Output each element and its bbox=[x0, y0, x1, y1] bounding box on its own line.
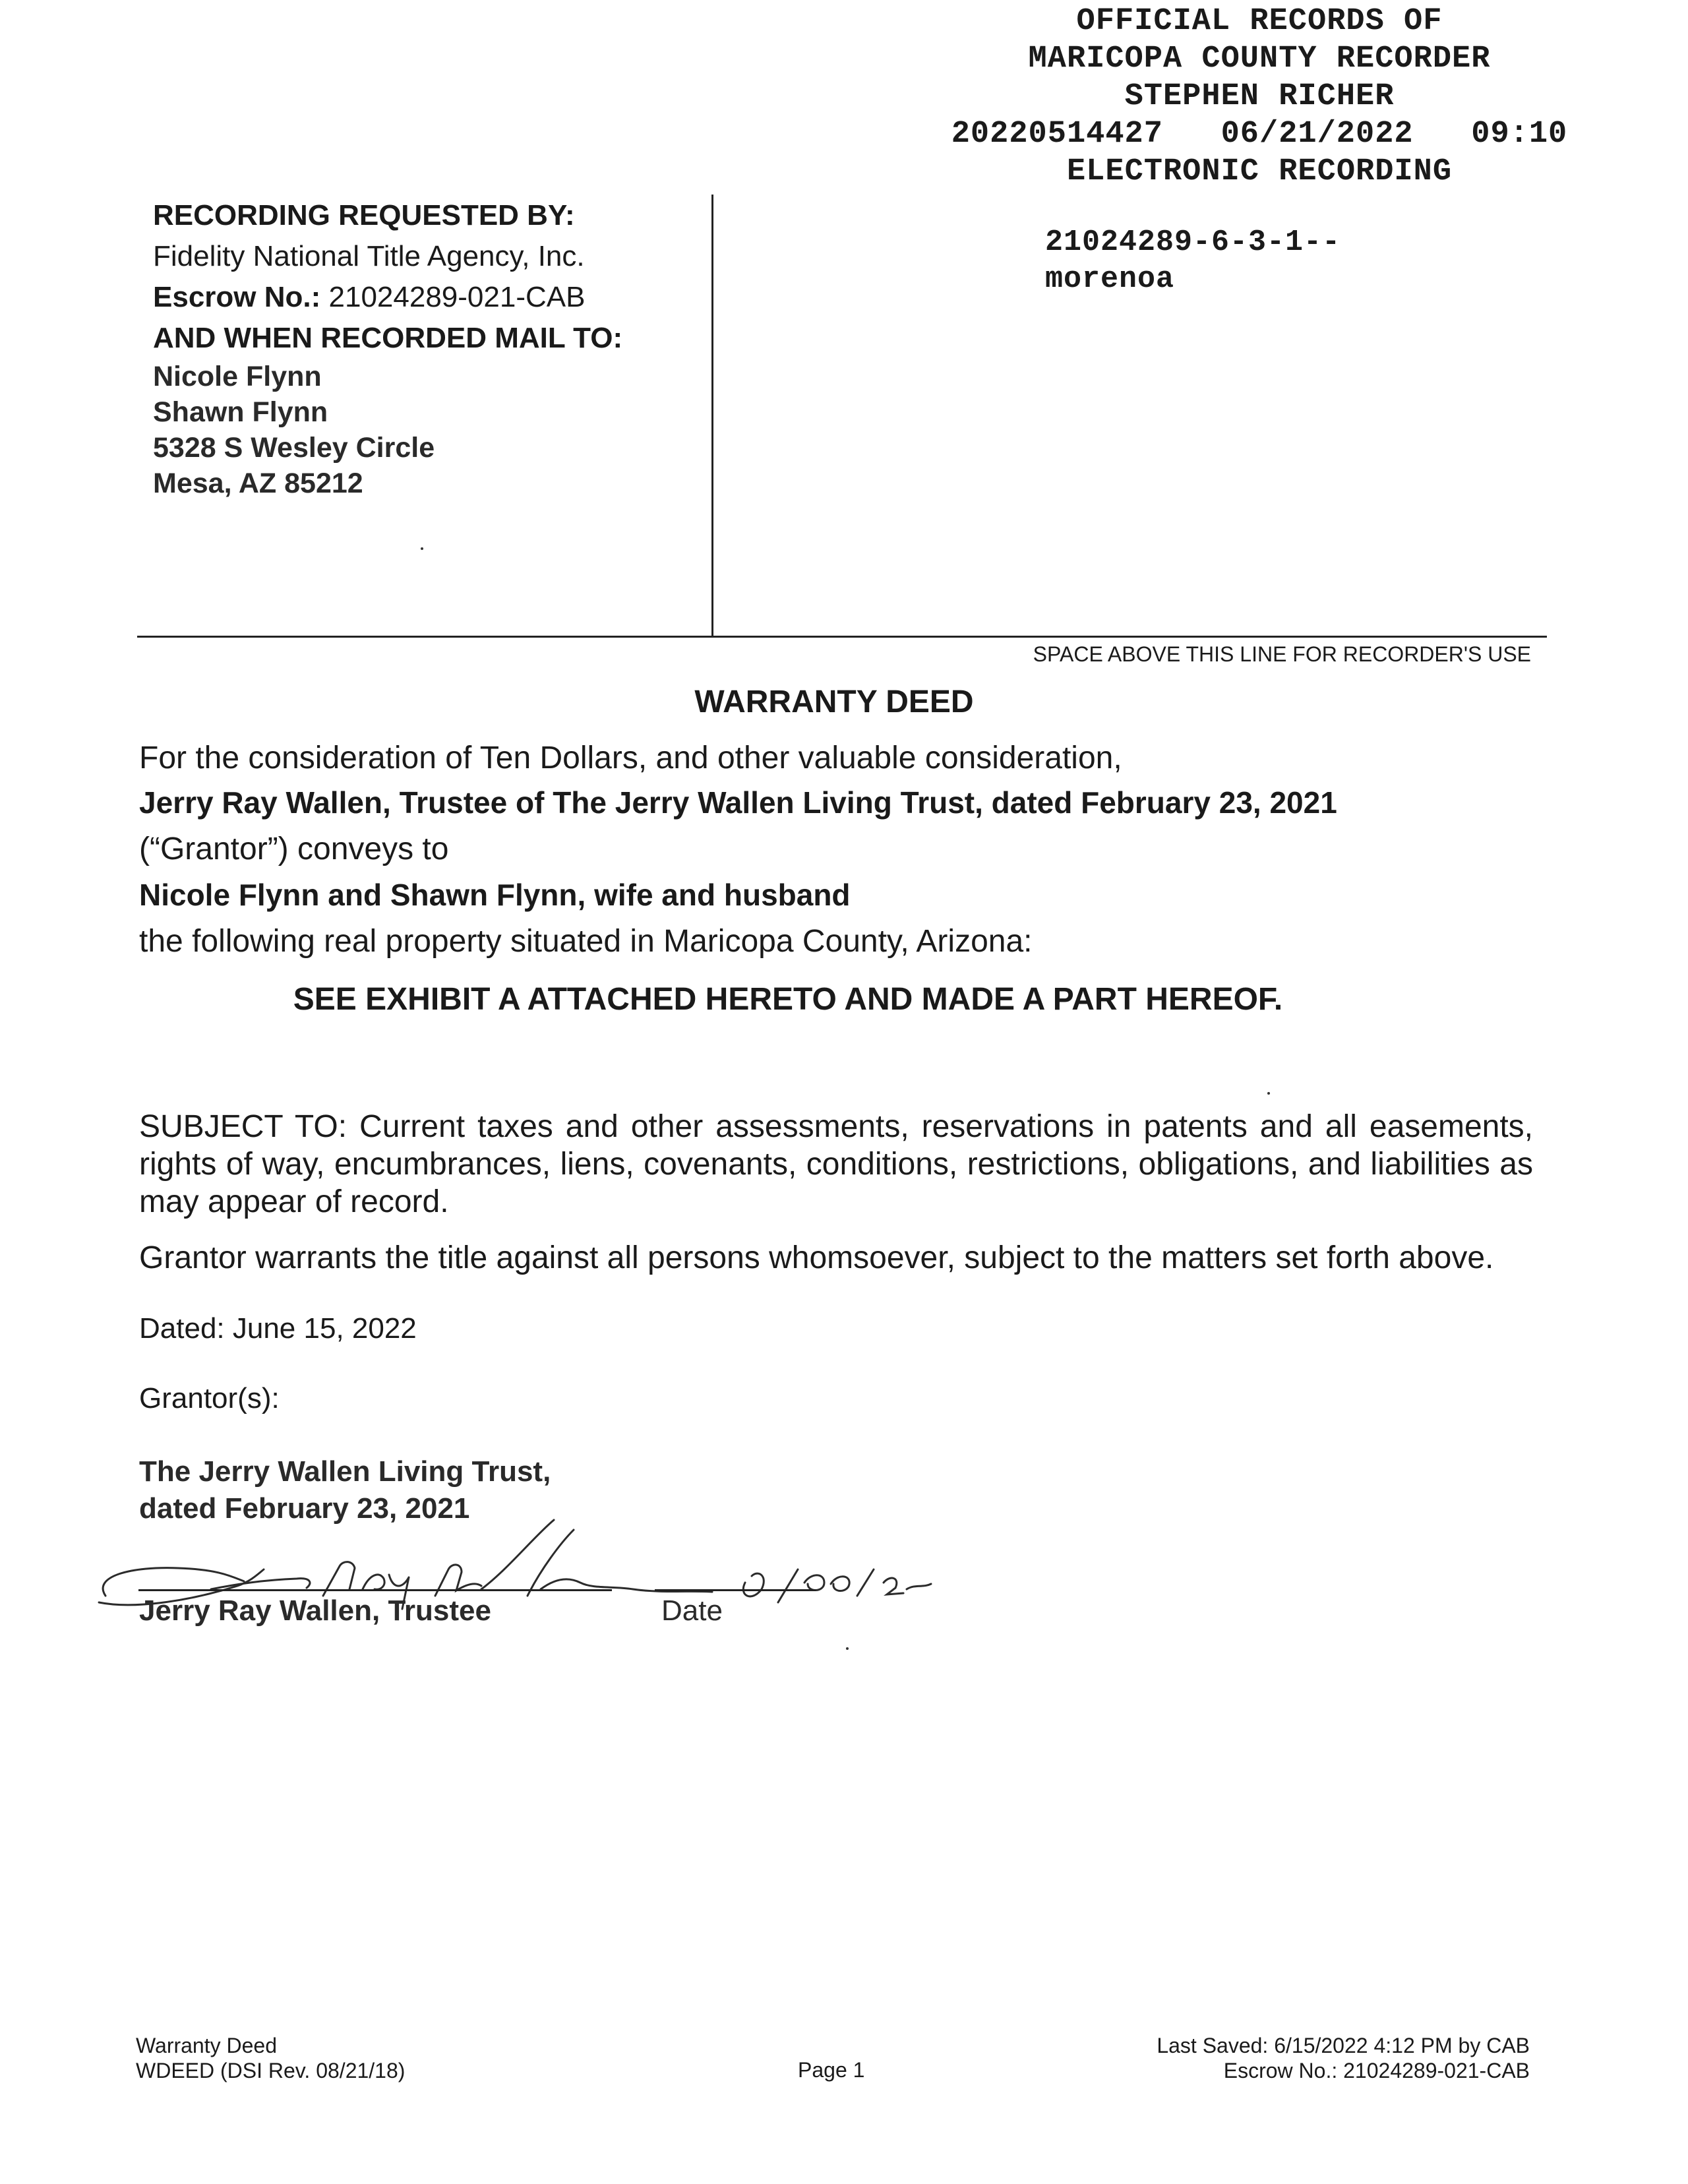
grantor-name: Jerry Ray Wallen, Trustee of The Jerry Wallen Living Trust, dated February 23, 2021 bbox=[139, 785, 1337, 820]
date-label: Date bbox=[661, 1594, 723, 1627]
scan-speck bbox=[421, 547, 423, 550]
dated-line: Dated: June 15, 2022 bbox=[139, 1312, 417, 1345]
escrow-number: 21024289-021-CAB bbox=[328, 281, 586, 313]
grantee-name: Nicole Flynn and Shawn Flynn, wife and husband bbox=[139, 878, 851, 912]
property-location-text: the following real property situated in Maricopa County, Arizona: bbox=[139, 924, 1033, 959]
consideration-text: For the consideration of Ten Dollars, and other valuable consideration, bbox=[139, 741, 1122, 775]
header-divider-vertical bbox=[711, 195, 713, 636]
recorder-stamp-line: MARICOPA COUNTY RECORDER bbox=[1028, 42, 1491, 76]
scan-speck bbox=[846, 1647, 849, 1650]
scan-speck bbox=[1267, 1092, 1270, 1095]
signer-name: Jerry Ray Wallen, Trustee bbox=[139, 1594, 491, 1627]
footer-last-saved: Last Saved: 6/15/2022 4:12 PM by CAB bbox=[1157, 2034, 1530, 2057]
mail-to-address bbox=[153, 359, 435, 501]
exhibit-reference: SEE EXHIBIT A ATTACHED HERETO AND MADE A PART HEREOF. bbox=[293, 982, 1283, 1017]
mail-line: Shawn Flynn bbox=[153, 396, 328, 428]
footer-escrow: Escrow No.: 21024289-021-CAB bbox=[1223, 2059, 1530, 2082]
signature-line bbox=[138, 1589, 612, 1591]
requesting-company: Fidelity National Title Agency, Inc. bbox=[153, 240, 585, 272]
recorder-reference bbox=[1045, 224, 1341, 298]
recorder-stamp-line: ELECTRONIC RECORDING bbox=[1066, 154, 1453, 189]
recorder-use-note: SPACE ABOVE THIS LINE FOR RECORDER'S USE bbox=[1033, 642, 1531, 666]
recorder-stamp-line: STEPHEN RICHER bbox=[1124, 79, 1395, 114]
recorder-use-line bbox=[137, 636, 1547, 638]
trust-line: dated February 23, 2021 bbox=[139, 1492, 470, 1525]
recording-requested-block bbox=[153, 195, 622, 359]
recording-requested-heading: RECORDING REQUESTED BY: bbox=[153, 199, 575, 231]
mail-line: Mesa, AZ 85212 bbox=[153, 468, 363, 499]
footer-form-id: WDEED (DSI Rev. 08/21/18) bbox=[136, 2059, 406, 2082]
recorder-stamp bbox=[923, 3, 1596, 191]
footer-right bbox=[1157, 2033, 1530, 2083]
mail-to-heading: AND WHEN RECORDED MAIL TO: bbox=[153, 322, 623, 354]
footer-left bbox=[136, 2033, 405, 2083]
subject-to-paragraph: SUBJECT TO: Current taxes and other assessments, reservations in patents and all easements, rights of way, encumbrances, liens, covenants, conditions, restrictions, obligations, and liabilities as may appear of record. bbox=[139, 1109, 1533, 1219]
mail-line: 5328 S Wesley Circle bbox=[153, 432, 435, 464]
conveys-text: (“Grantor”) conveys to bbox=[139, 832, 449, 866]
page-number: Page 1 bbox=[798, 2058, 865, 2082]
footer-doc-name: Warranty Deed bbox=[136, 2034, 277, 2057]
recording-number-date-time: 20220514427 06/21/2022 09:10 bbox=[951, 117, 1568, 152]
reference-user: morenoa bbox=[1045, 262, 1175, 296]
grantors-label: Grantor(s): bbox=[139, 1382, 280, 1414]
document-title: WARRANTY DEED bbox=[694, 684, 974, 719]
trust-line: The Jerry Wallen Living Trust, bbox=[139, 1455, 551, 1488]
escrow-label: Escrow No.: bbox=[153, 281, 321, 313]
warranty-statement: Grantor warrants the title against all persons whomsoever, subject to the matters set forth above. bbox=[139, 1240, 1494, 1275]
mail-line: Nicole Flynn bbox=[153, 361, 322, 392]
recorder-stamp-line: OFFICIAL RECORDS OF bbox=[1076, 4, 1443, 39]
escrow-line bbox=[153, 277, 622, 318]
date-line bbox=[655, 1589, 816, 1591]
reference-number: 21024289-6-3-1-- bbox=[1045, 226, 1341, 259]
